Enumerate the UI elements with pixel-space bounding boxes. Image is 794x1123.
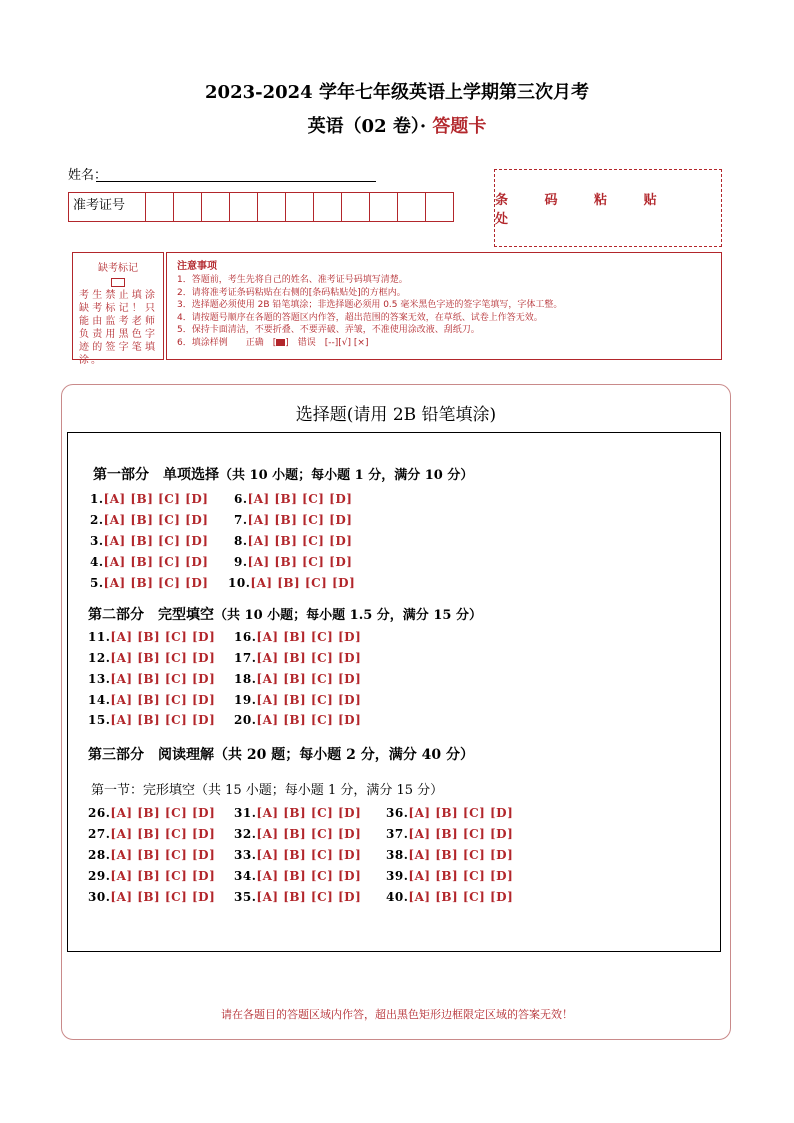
part3-title: 第三部分 阅读理解（共 20 题；每小题 2 分，满分 40 分） — [88, 747, 474, 763]
exam-number-label: 准考证号 — [69, 193, 146, 221]
notes-title: 注意事项 — [177, 261, 217, 272]
answer-row[interactable]: 40.[A] [B] [C] [D] — [386, 890, 514, 904]
answer-row[interactable]: 11.[A] [B] [C] [D] — [88, 630, 216, 644]
answer-row[interactable]: 8.[A] [B] [C] [D] — [234, 534, 353, 548]
answer-row[interactable]: 16.[A] [B] [C] [D] — [234, 630, 362, 644]
answer-row[interactable]: 1.[A] [B] [C] [D] — [90, 492, 209, 506]
part1-heading — [93, 464, 473, 484]
exam-number-cell[interactable] — [174, 193, 202, 221]
answer-row[interactable]: 15.[A] [B] [C] [D] — [88, 713, 216, 727]
subtitle-answer-card: 答题卡 — [432, 116, 487, 137]
answer-row[interactable]: 37.[A] [B] [C] [D] — [386, 827, 514, 841]
notes-item-sample — [177, 337, 721, 350]
answer-row[interactable]: 36.[A] [B] [C] [D] — [386, 806, 514, 820]
name-label: 姓名： — [68, 168, 108, 183]
choice-title: 选择题(请用 2B 铅笔填涂) — [295, 405, 497, 425]
exam-subtitle — [0, 112, 794, 138]
sample-prefix: 6．填涂样例 正确 [ — [177, 337, 277, 348]
part2-heading — [88, 604, 482, 624]
notes-item: 5．保持卡面清洁，不要折叠、不要弄破、弄皱，不准使用涂改液、刮纸刀。 — [177, 325, 480, 335]
answer-row[interactable]: 39.[A] [B] [C] [D] — [386, 869, 514, 883]
answer-row[interactable]: 14.[A] [B] [C] [D] — [88, 693, 216, 707]
exam-number-cell[interactable] — [426, 193, 453, 221]
answer-row[interactable]: 38.[A] [B] [C] [D] — [386, 848, 514, 862]
part1-note: （共 10 小题；每小题 1 分，满分 10 分） — [219, 468, 474, 483]
name-field[interactable] — [96, 181, 376, 182]
exam-number-cell[interactable] — [342, 193, 370, 221]
answer-row[interactable]: 3.[A] [B] [C] [D] — [90, 534, 209, 548]
sample-suffix: ] 错误 [--][√] [×] — [285, 337, 369, 348]
notes-item: 3．选择题必须使用 2B 铅笔填涂；非选择题必须用 0.5 毫米黑色字迹的签字笔填写，字体工整。 — [177, 300, 563, 310]
answer-row[interactable]: 19.[A] [B] [C] [D] — [234, 693, 362, 707]
subtitle-main: 英语（02 卷）· — [307, 116, 433, 137]
exam-number-cell[interactable] — [370, 193, 398, 221]
answer-row[interactable]: 17.[A] [B] [C] [D] — [234, 651, 362, 665]
exam-number-cell[interactable] — [202, 193, 230, 221]
barcode-area: 条 码 粘 贴 处 — [494, 169, 722, 247]
answer-row[interactable]: 7.[A] [B] [C] [D] — [234, 513, 353, 527]
exam-number-grid[interactable] — [68, 192, 454, 222]
answer-row[interactable]: 13.[A] [B] [C] [D] — [88, 672, 216, 686]
answer-row[interactable]: 20.[A] [B] [C] [D] — [234, 713, 362, 727]
exam-number-cell[interactable] — [398, 193, 426, 221]
answer-row[interactable]: 31.[A] [B] [C] [D] — [234, 806, 362, 820]
answer-row[interactable]: 10.[A] [B] [C] [D] — [228, 576, 356, 590]
answer-row[interactable]: 4.[A] [B] [C] [D] — [90, 555, 209, 569]
exam-number-cell[interactable] — [146, 193, 174, 221]
part1-title: 第一部分 单项选择 — [93, 467, 219, 483]
notes-item: 2．请将准考证条码粘贴在右侧的[条码粘贴处]的方框内。 — [177, 287, 406, 298]
part2-note: （共 10 小题；每小题 1.5 分，满分 15 分） — [214, 608, 482, 623]
exam-number-cell[interactable] — [286, 193, 314, 221]
answer-row[interactable]: 26.[A] [B] [C] [D] — [88, 806, 216, 820]
exam-number-cell[interactable] — [258, 193, 286, 221]
notes-item: 4．请按题号顺序在各题的答题区内作答，超出范围的答案无效，在草纸、试卷上作答无效。 — [177, 312, 543, 323]
part2-title: 第二部分 完型填空 — [88, 607, 214, 623]
answer-row[interactable]: 29.[A] [B] [C] [D] — [88, 869, 216, 883]
absent-mark-box — [72, 252, 164, 366]
answer-row[interactable]: 34.[A] [B] [C] [D] — [234, 869, 362, 883]
answer-row[interactable]: 2.[A] [B] [C] [D] — [90, 513, 209, 527]
answer-row[interactable]: 32.[A] [B] [C] [D] — [234, 827, 362, 841]
absent-mark-checkbox[interactable] — [111, 278, 125, 287]
part3-subsection: 第一节：完形填空（共 15 小题；每小题 1 分，满分 15 分） — [91, 783, 444, 798]
answer-row[interactable]: 18.[A] [B] [C] [D] — [234, 672, 362, 686]
answer-row[interactable]: 5.[A] [B] [C] [D] — [90, 576, 209, 590]
answer-row[interactable]: 35.[A] [B] [C] [D] — [234, 890, 362, 904]
notes-box — [166, 252, 722, 360]
filled-box-icon — [276, 339, 285, 346]
answer-row[interactable]: 30.[A] [B] [C] [D] — [88, 890, 216, 904]
exam-title: 2023-2024 学年七年级英语上学期第三次月考 — [205, 82, 589, 103]
absent-mark-title: 缺考标记 — [98, 263, 138, 274]
footer-warning: 请在各题目的答题区域内作答，超出黑色矩形边框限定区域的答案无效！ — [221, 1008, 573, 1021]
answer-row[interactable]: 6.[A] [B] [C] [D] — [234, 492, 353, 506]
notes-item: 1．答题前，考生先将自己的姓名、准考证号码填写清楚。 — [177, 275, 408, 285]
answer-row[interactable]: 33.[A] [B] [C] [D] — [234, 848, 362, 862]
answer-row[interactable]: 28.[A] [B] [C] [D] — [88, 848, 216, 862]
answer-row[interactable]: 12.[A] [B] [C] [D] — [88, 651, 216, 665]
answer-row[interactable]: 27.[A] [B] [C] [D] — [88, 827, 216, 841]
exam-number-cell[interactable] — [314, 193, 342, 221]
absent-mark-text: 考生禁止填涂缺考标记！只能由监考老师负责用黑色字迹的签字笔填涂。 — [79, 290, 157, 366]
answer-row[interactable]: 9.[A] [B] [C] [D] — [234, 555, 353, 569]
exam-number-cell[interactable] — [230, 193, 258, 221]
